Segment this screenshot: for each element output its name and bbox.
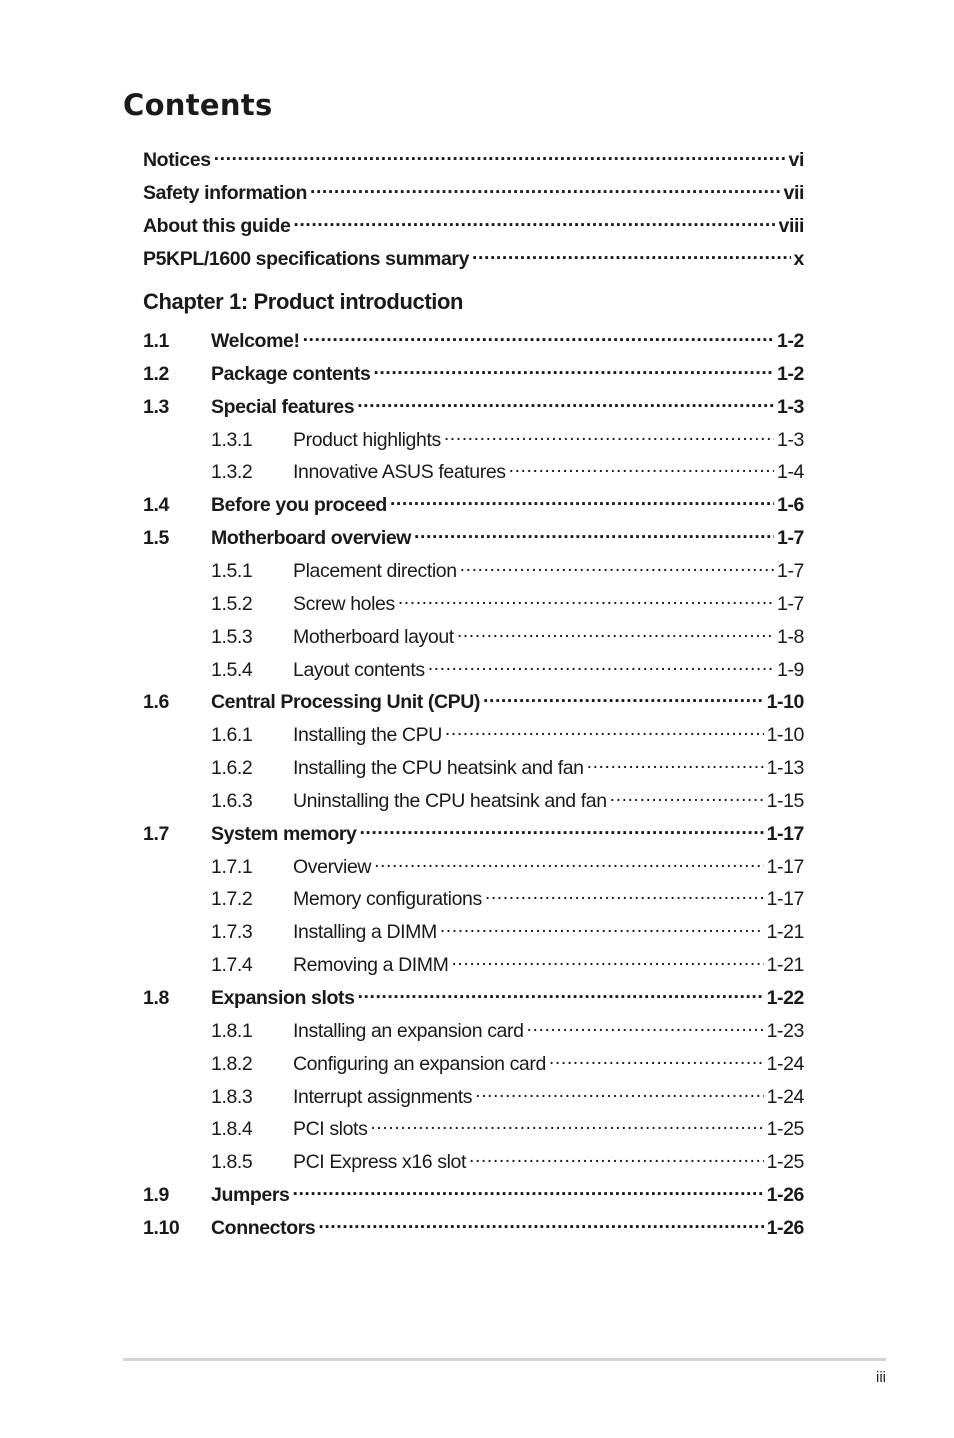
toc-entry-title: About this guide <box>143 214 291 237</box>
toc-entry-page: 1-24 <box>766 1085 804 1108</box>
dot-leader <box>293 212 775 232</box>
toc-subsection-entry[interactable] <box>143 458 804 484</box>
dot-leader <box>414 524 774 544</box>
toc-entry-title: Screw holes <box>293 592 395 615</box>
toc-entry-number: 1.7.2 <box>211 887 253 910</box>
toc-entry-title: Installing the CPU heatsink and fan <box>293 756 584 779</box>
toc-subsection-entry[interactable] <box>143 623 804 649</box>
dot-leader <box>475 1083 763 1103</box>
toc-subsection-entry[interactable] <box>143 853 804 879</box>
toc-entry-title: Connectors <box>211 1216 316 1239</box>
toc-entry-title: Uninstalling the CPU heatsink and fan <box>293 789 607 812</box>
toc-entry-title: Interrupt assignments <box>293 1085 473 1108</box>
toc-entry-number: 1.8.3 <box>211 1085 253 1108</box>
toc-entry-title: Welcome! <box>211 329 300 352</box>
toc-entry-page: 1-7 <box>777 526 804 549</box>
toc-entry-number: 1.8 <box>143 986 169 1009</box>
dot-leader <box>460 557 774 577</box>
dot-leader <box>483 688 764 708</box>
toc-entry-number: 1.10 <box>143 1216 180 1239</box>
toc-section-entry[interactable] <box>143 1214 804 1240</box>
footer-page-number: iii <box>876 1369 886 1386</box>
toc-entry-page: vii <box>783 181 804 204</box>
dot-leader <box>318 1214 763 1234</box>
toc-entry-title: P5KPL/1600 specifications summary <box>143 247 470 270</box>
toc-subsection-entry[interactable] <box>143 1017 804 1043</box>
toc-entry-page: 1-26 <box>766 1183 804 1206</box>
dot-leader <box>373 360 774 380</box>
toc-entry[interactable] <box>143 212 804 238</box>
page-title: Contents <box>123 88 273 122</box>
toc-subsection-entry[interactable] <box>143 951 804 977</box>
toc-entry-page: 1-7 <box>777 592 804 615</box>
toc-subsection-entry[interactable] <box>143 754 804 780</box>
dot-leader <box>485 885 764 905</box>
toc-entry-page: 1-13 <box>766 756 804 779</box>
toc-entry-page: 1-21 <box>766 920 804 943</box>
toc-entry-title: Innovative ASUS features <box>293 460 506 483</box>
dot-leader <box>610 787 764 807</box>
toc-entry-number: 1.6.2 <box>211 756 253 779</box>
footer-divider <box>123 1358 886 1361</box>
dot-leader <box>303 327 774 347</box>
dot-leader <box>358 984 764 1004</box>
dot-leader <box>214 146 786 166</box>
toc-entry-number: 1.6.1 <box>211 723 253 746</box>
toc-entry-page: 1-7 <box>777 559 804 582</box>
toc-entry-title: Layout contents <box>293 658 425 681</box>
toc-entry-page: 1-21 <box>766 953 804 976</box>
toc-entry-number: 1.9 <box>143 1183 169 1206</box>
toc-entry-title: Installing a DIMM <box>293 920 437 943</box>
toc-entry-number: 1.5.1 <box>211 559 253 582</box>
toc-entry-number: 1.6.3 <box>211 789 253 812</box>
toc-entry-page: 1-17 <box>766 887 804 910</box>
toc-entry-number: 1.8.2 <box>211 1052 253 1075</box>
toc-entry-number: 1.5 <box>143 526 169 549</box>
toc-subsection-entry[interactable] <box>143 557 804 583</box>
toc-entry-number: 1.8.1 <box>211 1019 253 1042</box>
toc-entry-number: 1.7.4 <box>211 953 253 976</box>
dot-leader <box>444 426 774 446</box>
toc-subsection-entry[interactable] <box>143 426 804 452</box>
toc-entry-page: 1-15 <box>766 789 804 812</box>
toc-entry-title: PCI Express x16 slot <box>293 1150 466 1173</box>
toc-entry-page: 1-8 <box>777 625 804 648</box>
toc-entry-number: 1.5.3 <box>211 625 253 648</box>
dot-leader <box>549 1050 764 1070</box>
toc-subsection-entry[interactable] <box>143 1115 804 1141</box>
dot-leader <box>374 853 763 873</box>
toc-section-entry[interactable] <box>143 491 804 517</box>
toc-subsection-entry[interactable] <box>143 1148 804 1174</box>
dot-leader <box>359 820 763 840</box>
toc-entry-page: 1-24 <box>766 1052 804 1075</box>
dot-leader <box>509 458 774 478</box>
toc-entry-number: 1.5.2 <box>211 592 253 615</box>
toc-entry-number: 1.8.5 <box>211 1150 253 1173</box>
toc-entry-title: Safety information <box>143 181 307 204</box>
toc-entry-page: 1-3 <box>777 428 804 451</box>
toc-section-entry[interactable] <box>143 360 804 386</box>
toc-entry-page: 1-2 <box>777 329 804 352</box>
toc-entry-page: 1-10 <box>766 690 804 713</box>
toc-subsection-entry[interactable] <box>143 721 804 747</box>
toc-entry-number: 1.3.2 <box>211 460 253 483</box>
dot-leader <box>457 623 774 643</box>
dot-leader <box>587 754 764 774</box>
toc-section-entry[interactable] <box>143 524 804 550</box>
toc-entry-page: 1-17 <box>766 822 804 845</box>
toc-section-entry[interactable] <box>143 327 804 353</box>
toc-subsection-entry[interactable] <box>143 885 804 911</box>
toc-entry-title: Before you proceed <box>211 493 387 516</box>
toc-entry-page: 1-22 <box>766 986 804 1009</box>
toc-subsection-entry[interactable] <box>143 656 804 682</box>
dot-leader <box>370 1115 763 1135</box>
toc-section-entry[interactable] <box>143 393 804 419</box>
dot-leader <box>472 245 791 265</box>
dot-leader <box>440 918 764 938</box>
toc-entry-title: Motherboard layout <box>293 625 454 648</box>
toc-entry-page: 1-2 <box>777 362 804 385</box>
toc-entry[interactable] <box>143 146 804 172</box>
toc-subsection-entry[interactable] <box>143 1050 804 1076</box>
toc-entry-page: 1-23 <box>766 1019 804 1042</box>
toc-entry-title: Removing a DIMM <box>293 953 449 976</box>
dot-leader <box>527 1017 764 1037</box>
toc-section-entry[interactable] <box>143 820 804 846</box>
toc-entry-title: Product highlights <box>293 428 441 451</box>
toc-subsection-entry[interactable] <box>143 918 804 944</box>
toc-entry-page: 1-26 <box>766 1216 804 1239</box>
toc-entry-title: Central Processing Unit (CPU) <box>211 690 481 713</box>
toc-entry-page: viii <box>778 214 804 237</box>
toc-entry[interactable] <box>143 245 804 271</box>
toc-entry-number: 1.7.1 <box>211 855 253 878</box>
toc-entry-number: 1.8.4 <box>211 1117 253 1140</box>
dot-leader <box>293 1181 764 1201</box>
chapter-heading: Chapter 1: Product introduction <box>143 289 464 314</box>
toc-entry-page: 1-9 <box>777 658 804 681</box>
dot-leader <box>469 1148 764 1168</box>
toc-entry-page: 1-25 <box>766 1117 804 1140</box>
toc-entry-title: Motherboard overview <box>211 526 412 549</box>
toc-section-entry[interactable] <box>143 688 804 714</box>
toc-entry-page: vi <box>788 148 804 171</box>
dot-leader <box>428 656 774 676</box>
toc-entry-title: Configuring an expansion card <box>293 1052 546 1075</box>
toc-entry-number: 1.3 <box>143 395 169 418</box>
toc-entry-title: Installing an expansion card <box>293 1019 524 1042</box>
toc-entry-page: 1-4 <box>777 460 804 483</box>
toc-entry-title: Placement direction <box>293 559 457 582</box>
toc-entry-title: Expansion slots <box>211 986 355 1009</box>
toc-section-entry[interactable] <box>143 984 804 1010</box>
toc-entry-title: Overview <box>293 855 372 878</box>
dot-leader <box>451 951 763 971</box>
toc-entry-page: x <box>793 247 804 270</box>
dot-leader <box>390 491 774 511</box>
toc-entry-page: 1-17 <box>766 855 804 878</box>
toc-entry-title: Jumpers <box>211 1183 290 1206</box>
toc-entry-title: Memory configurations <box>293 887 482 910</box>
toc-entry-number: 1.7.3 <box>211 920 253 943</box>
toc-subsection-entry[interactable] <box>143 590 804 616</box>
toc-entry-title: System memory <box>211 822 357 845</box>
toc-entry-page: 1-6 <box>777 493 804 516</box>
toc-entry-title: Package contents <box>211 362 371 385</box>
toc-entry-page: 1-25 <box>766 1150 804 1173</box>
toc-entry-number: 1.2 <box>143 362 169 385</box>
toc-entry-number: 1.3.1 <box>211 428 253 451</box>
toc-entry-number: 1.4 <box>143 493 169 516</box>
toc-entry-number: 1.7 <box>143 822 169 845</box>
toc-entry-title: Special features <box>211 395 355 418</box>
toc-section-entry[interactable] <box>143 1181 804 1207</box>
toc-subsection-entry[interactable] <box>143 787 804 813</box>
toc-entry-page: 1-3 <box>777 395 804 418</box>
toc-entry-page: 1-10 <box>766 723 804 746</box>
toc-entry-title: Notices <box>143 148 211 171</box>
dot-leader <box>310 179 781 199</box>
toc-entry-number: 1.1 <box>143 329 169 352</box>
toc-entry-title: Installing the CPU <box>293 723 442 746</box>
dot-leader <box>445 721 764 741</box>
toc-entry-number: 1.5.4 <box>211 658 253 681</box>
toc-entry[interactable] <box>143 179 804 205</box>
dot-leader <box>357 393 774 413</box>
toc-subsection-entry[interactable] <box>143 1083 804 1109</box>
dot-leader <box>398 590 774 610</box>
toc-entry-title: PCI slots <box>293 1117 368 1140</box>
toc-entry-number: 1.6 <box>143 690 169 713</box>
